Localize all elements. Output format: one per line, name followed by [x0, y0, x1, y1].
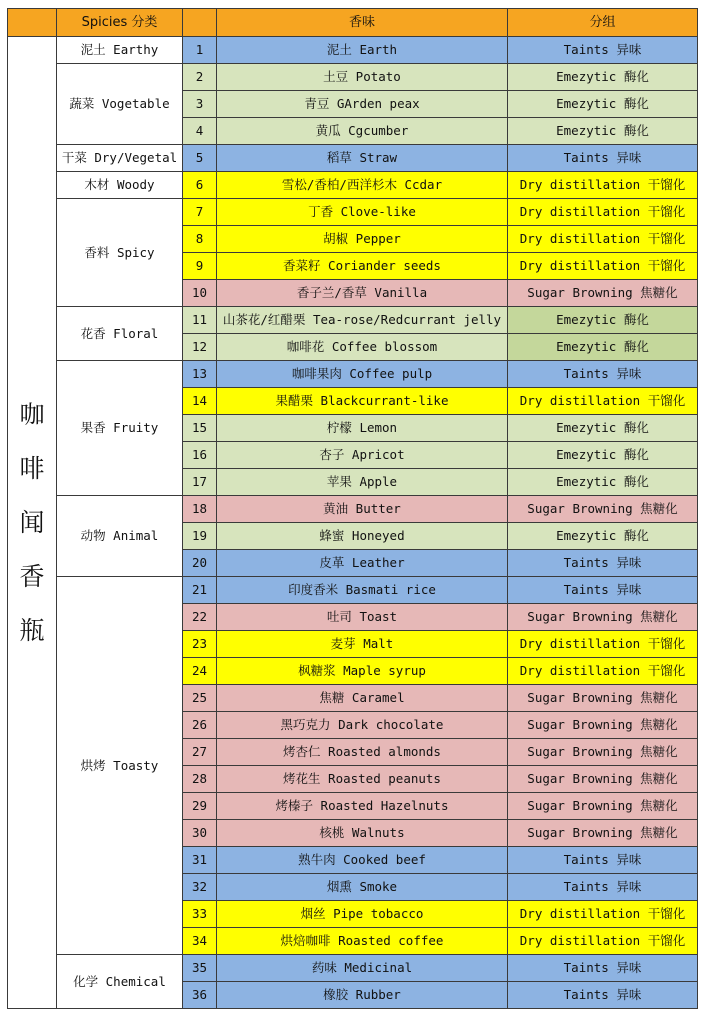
row-number: 36	[183, 982, 217, 1009]
aroma-name: 丁香 Clove-like	[217, 199, 508, 226]
aroma-group: Taints 异味	[508, 874, 698, 901]
aroma-group: Sugar Browning 焦糖化	[508, 820, 698, 847]
aroma-name: 香菜籽 Coriander seeds	[217, 253, 508, 280]
aroma-name: 稻草 Straw	[217, 145, 508, 172]
row-number: 20	[183, 550, 217, 577]
aroma-name: 柠檬 Lemon	[217, 415, 508, 442]
aroma-group: Emezytic 酶化	[508, 523, 698, 550]
aroma-name: 橡胶 Rubber	[217, 982, 508, 1009]
row-number: 1	[183, 37, 217, 64]
table-row	[8, 955, 698, 982]
category-label: 烘烤 Toasty	[57, 577, 183, 955]
row-number: 30	[183, 820, 217, 847]
aroma-group: Sugar Browning 焦糖化	[508, 766, 698, 793]
category-label: 蔬菜 Vogetable	[57, 64, 183, 145]
aroma-name: 皮革 Leather	[217, 550, 508, 577]
aroma-group: Sugar Browning 焦糖化	[508, 496, 698, 523]
aroma-name: 雪松/香柏/西洋杉木 Ccdar	[217, 172, 508, 199]
row-number: 6	[183, 172, 217, 199]
row-number: 2	[183, 64, 217, 91]
aroma-group: Dry distillation 干馏化	[508, 388, 698, 415]
aroma-group: Taints 异味	[508, 577, 698, 604]
row-number: 16	[183, 442, 217, 469]
aroma-group: Emezytic 酶化	[508, 469, 698, 496]
row-number: 21	[183, 577, 217, 604]
aroma-name: 胡椒 Pepper	[217, 226, 508, 253]
category-label: 木材 Woody	[57, 172, 183, 199]
header-group: 分组	[508, 9, 698, 37]
aroma-name: 核桃 Walnuts	[217, 820, 508, 847]
aroma-group: Sugar Browning 焦糖化	[508, 280, 698, 307]
table-row	[8, 64, 698, 91]
row-number: 7	[183, 199, 217, 226]
row-number: 8	[183, 226, 217, 253]
aroma-name: 麦芽 Malt	[217, 631, 508, 658]
aroma-group: Taints 异味	[508, 550, 698, 577]
row-number: 10	[183, 280, 217, 307]
aroma-group: Dry distillation 干馏化	[508, 172, 698, 199]
aroma-name: 焦糖 Caramel	[217, 685, 508, 712]
aroma-name: 熟牛肉 Cooked beef	[217, 847, 508, 874]
aroma-group: Sugar Browning 焦糖化	[508, 739, 698, 766]
row-number: 26	[183, 712, 217, 739]
row-number: 27	[183, 739, 217, 766]
aroma-name: 咖啡果肉 Coffee pulp	[217, 361, 508, 388]
category-label: 花香 Floral	[57, 307, 183, 361]
aroma-group: Emezytic 酶化	[508, 334, 698, 361]
header-aroma: 香味	[217, 9, 508, 37]
row-number: 35	[183, 955, 217, 982]
aroma-name: 杏子 Apricot	[217, 442, 508, 469]
category-label: 化学 Chemical	[57, 955, 183, 1009]
aroma-group: Dry distillation 干馏化	[508, 631, 698, 658]
bottle-title	[8, 37, 57, 1009]
aroma-name: 蜂蜜 Honeyed	[217, 523, 508, 550]
row-number: 22	[183, 604, 217, 631]
row-number: 11	[183, 307, 217, 334]
row-number: 28	[183, 766, 217, 793]
row-number: 12	[183, 334, 217, 361]
aroma-group: Dry distillation 干馏化	[508, 901, 698, 928]
table-row	[8, 307, 698, 334]
aroma-name: 山茶花/红醋栗 Tea-rose/Redcurrant jelly	[217, 307, 508, 334]
aroma-name: 烤花生 Roasted peanuts	[217, 766, 508, 793]
aroma-group: Emezytic 酶化	[508, 91, 698, 118]
aroma-group: Taints 异味	[508, 145, 698, 172]
row-number: 33	[183, 901, 217, 928]
aroma-name: 枫糖浆 Maple syrup	[217, 658, 508, 685]
table-row	[8, 577, 698, 604]
aroma-group: Emezytic 酶化	[508, 64, 698, 91]
aroma-group: Sugar Browning 焦糖化	[508, 685, 698, 712]
row-number: 18	[183, 496, 217, 523]
table-row	[8, 172, 698, 199]
row-number: 23	[183, 631, 217, 658]
row-number: 19	[183, 523, 217, 550]
row-number: 9	[183, 253, 217, 280]
category-label: 干菜 Dry/Vegetal	[57, 145, 183, 172]
aroma-group: Taints 异味	[508, 361, 698, 388]
aroma-group: Taints 异味	[508, 955, 698, 982]
category-label: 泥土 Earthy	[57, 37, 183, 64]
row-number: 4	[183, 118, 217, 145]
aroma-name: 果醋栗 Blackcurrant-like	[217, 388, 508, 415]
aroma-group: Emezytic 酶化	[508, 118, 698, 145]
aroma-table	[7, 8, 698, 1009]
aroma-name: 药味 Medicinal	[217, 955, 508, 982]
aroma-name: 香子兰/香草 Vanilla	[217, 280, 508, 307]
aroma-name: 泥土 Earth	[217, 37, 508, 64]
table-row	[8, 199, 698, 226]
aroma-name: 黄瓜 Cgcumber	[217, 118, 508, 145]
row-number: 3	[183, 91, 217, 118]
aroma-group: Taints 异味	[508, 37, 698, 64]
table-row	[8, 361, 698, 388]
aroma-name: 烟丝 Pipe tobacco	[217, 901, 508, 928]
aroma-group: Dry distillation 干馏化	[508, 253, 698, 280]
aroma-group: Emezytic 酶化	[508, 415, 698, 442]
aroma-group: Dry distillation 干馏化	[508, 226, 698, 253]
category-label: 动物 Animal	[57, 496, 183, 577]
bottle-title-char: 咖	[19, 399, 45, 429]
aroma-group: Dry distillation 干馏化	[508, 928, 698, 955]
aroma-group: Dry distillation 干馏化	[508, 658, 698, 685]
table-row	[8, 145, 698, 172]
aroma-name: 烘焙咖啡 Roasted coffee	[217, 928, 508, 955]
row-number: 34	[183, 928, 217, 955]
bottle-title-char: 香	[19, 561, 45, 591]
aroma-group: Dry distillation 干馏化	[508, 199, 698, 226]
aroma-name: 黑巧克力 Dark chocolate	[217, 712, 508, 739]
header-blank-cell	[8, 9, 57, 37]
aroma-name: 咖啡花 Coffee blossom	[217, 334, 508, 361]
category-label: 果香 Fruity	[57, 361, 183, 496]
row-number: 24	[183, 658, 217, 685]
aroma-group: Sugar Browning 焦糖化	[508, 712, 698, 739]
aroma-group: Sugar Browning 焦糖化	[508, 604, 698, 631]
row-number: 14	[183, 388, 217, 415]
aroma-name: 烟熏 Smoke	[217, 874, 508, 901]
aroma-name: 烤榛子 Roasted Hazelnuts	[217, 793, 508, 820]
row-number: 31	[183, 847, 217, 874]
aroma-name: 苹果 Apple	[217, 469, 508, 496]
row-number: 13	[183, 361, 217, 388]
aroma-name: 印度香米 Basmati rice	[217, 577, 508, 604]
row-number: 5	[183, 145, 217, 172]
aroma-group: Taints 异味	[508, 982, 698, 1009]
row-number: 29	[183, 793, 217, 820]
table-row	[8, 37, 698, 64]
aroma-name: 土豆 Potato	[217, 64, 508, 91]
header-species: Spicies 分类	[57, 9, 183, 37]
bottle-title-char: 啡	[19, 453, 45, 483]
header-row	[8, 9, 698, 37]
row-number: 17	[183, 469, 217, 496]
bottle-title-char: 闻	[19, 507, 45, 537]
aroma-group: Sugar Browning 焦糖化	[508, 793, 698, 820]
aroma-name: 烤杏仁 Roasted almonds	[217, 739, 508, 766]
table-row	[8, 496, 698, 523]
aroma-group: Emezytic 酶化	[508, 442, 698, 469]
aroma-name: 吐司 Toast	[217, 604, 508, 631]
category-label: 香料 Spicy	[57, 199, 183, 307]
aroma-group: Taints 异味	[508, 847, 698, 874]
header-number-blank	[183, 9, 217, 37]
row-number: 32	[183, 874, 217, 901]
aroma-name: 青豆 GArden peax	[217, 91, 508, 118]
row-number: 25	[183, 685, 217, 712]
aroma-name: 黄油 Butter	[217, 496, 508, 523]
aroma-group: Emezytic 酶化	[508, 307, 698, 334]
row-number: 15	[183, 415, 217, 442]
bottle-title-char: 瓶	[19, 615, 45, 645]
